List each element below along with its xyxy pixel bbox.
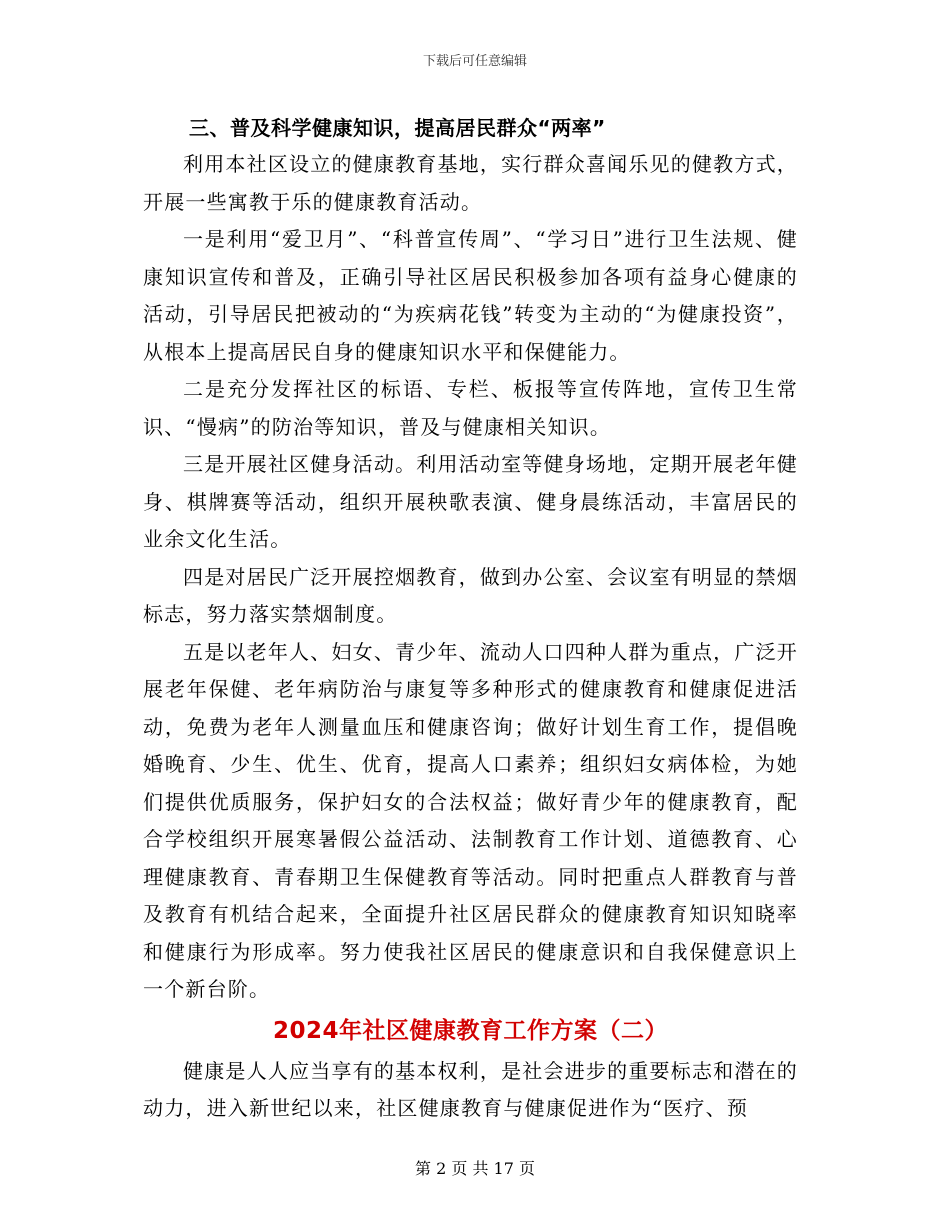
paragraph-item-two: 二是充分发挥社区的标语、专栏、板报等宣传阵地，宣传卫生常识、“慢病”的防治等知识，普及与健康相关知识。 [143,377,798,439]
document-body [143,110,798,1128]
document-title: 2024年社区健康教育工作方案（二） [272,1017,668,1044]
paragraph-item-three: 三是开展社区健身活动。利用活动室等健身场地，定期开展老年健身、棋牌赛等活动，组织开展秧歌表演、健身晨练活动，丰富居民的业余文化生活。 [143,452,798,551]
page-number-footer: 第 2 页 共 17 页 [415,1159,535,1178]
paragraph-intro-section3: 利用本社区设立的健康教育基地，实行群众喜闻乐见的健教方式，开展一些寓教于乐的健康教育活动。 [143,152,798,214]
paragraph-item-five: 五是以老年人、妇女、青少年、流动人口四种人群为重点，广泛开展老年保健、老年病防治与康复等多种形式的健康教育和健康促进活动，免费为老年人测量血压和健康咨询；做好计划生育工作，提倡晚婚晚育、少生、优生、优育，提高人口素养；组织妇女病体检，为她们提供优质服务，保护妇女的合法权益；做好青少年的健康教育，配合学校组织开展寒暑假公益活动、法制教育工作计划、道德教育、心理健康教育、青春期卫生保健教育等活动。同时把重点人群教育与普及教育有机结合起来，全面提升社区居民群众的健康教育知识知晓率和健康行为形成率。努力使我社区居民的健康意识和自我保健意识上一个新台阶。 [143,639,798,1001]
section-heading: 三、普及科学健康知识，提高居民群众“两率” [189,116,606,140]
paragraph-plan-two-intro: 健康是人人应当享有的基本权利，是社会进步的重要标志和潜在的动力，进入新世纪以来，社区健康教育与健康促进作为“医疗、预 [143,1058,798,1120]
page-header-note: 下载后可任意编辑 [422,54,527,69]
paragraph-item-one: 一是利用“爱卫月”、“科普宣传周”、“学习日”进行卫生法规、健康知识宣传和普及，正确引导社区居民积极参加各项有益身心健康的活动，引导居民把被动的“为疾病花钱”转变为主动的“为健康投资”，从根本上提高居民自身的健康知识水平和保健能力。 [143,227,798,364]
paragraph-item-four: 四是对居民广泛开展控烟教育，做到办公室、会议室有明显的禁烟标志，努力落实禁烟制度。 [143,564,798,626]
